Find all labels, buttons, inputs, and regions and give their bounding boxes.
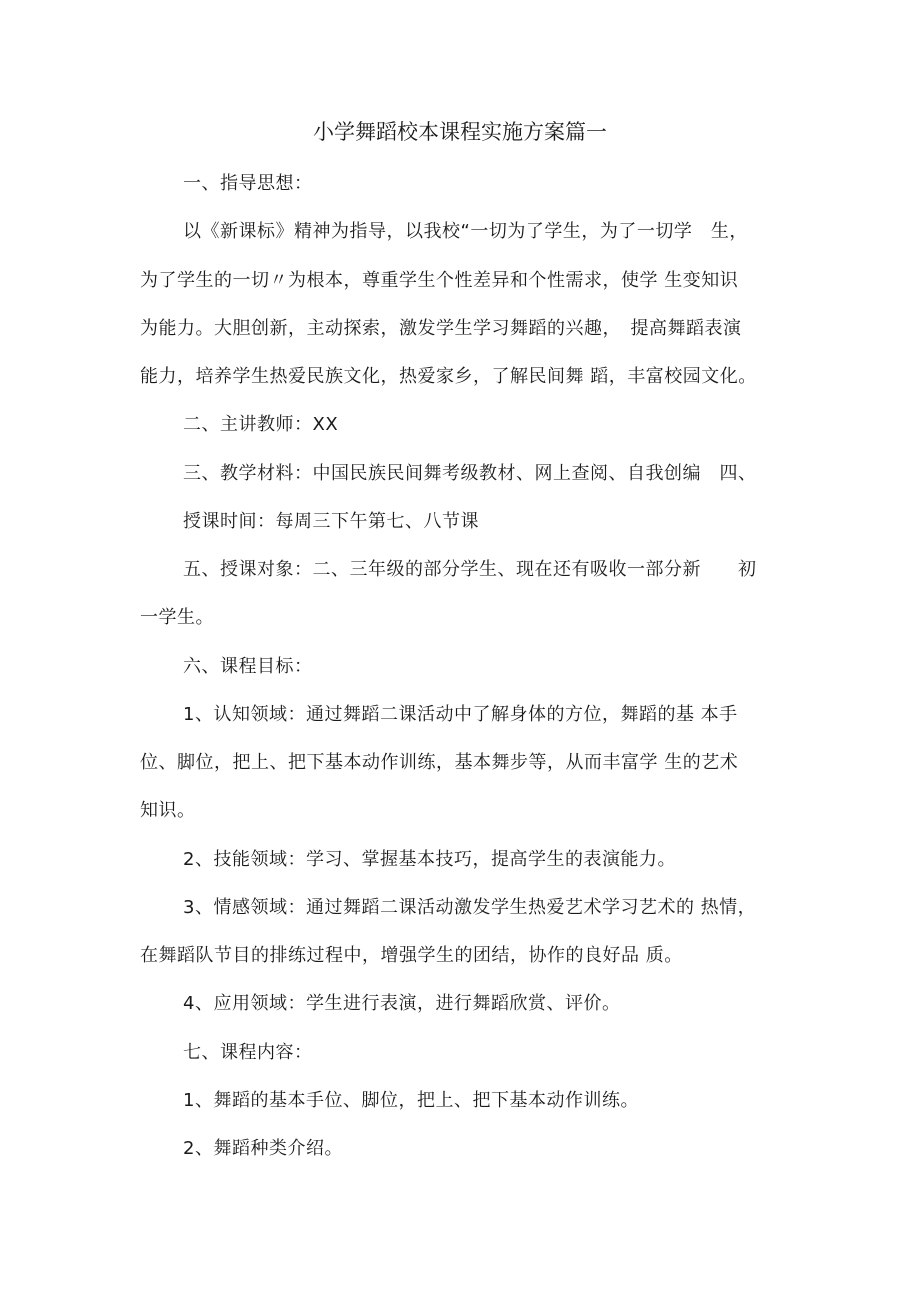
list-item-content-1: 1、舞蹈的基本手位、脚位，把上、把下基本动作训练。 — [183, 1090, 639, 1111]
paragraph-line: 一学生。 — [140, 607, 214, 628]
document-title: 小学舞蹈校本课程实施方案篇一 — [313, 120, 607, 144]
paragraph-line: 知识。 — [140, 800, 196, 821]
paragraph-line: 为能力。大胆创新，主动探索，激发学生学习舞蹈的兴趣， 提高舞蹈表演 — [140, 318, 742, 339]
section-heading-guiding-thought: 一、指导思想： — [183, 173, 313, 194]
list-item-application: 4、应用领域：学生进行表演，进行舞蹈欣赏、评价。 — [183, 993, 621, 1014]
list-item-skills: 2、技能领域：学习、掌握基本技巧，提高学生的表演能力。 — [183, 849, 676, 870]
paragraph-line: 以《新课标》精神为指导，以我校“一切为了学生，为了一切学 生， — [183, 221, 748, 242]
section-heading-content: 七、课程内容： — [183, 1042, 313, 1063]
section-heading-audience: 五、授课对象：二、三年级的部分学生、现在还有吸收一部分新 初 — [183, 559, 757, 580]
paragraph-line: 授课时间：每周三下午第七、八节课 — [183, 511, 479, 532]
section-heading-materials: 三、教学材料：中国民族民间舞考级教材、网上查阅、自我创编 四、 — [183, 463, 757, 484]
list-item-content-2: 2、舞蹈种类介绍。 — [183, 1138, 343, 1159]
paragraph-line: 位、脚位，把上、把下基本动作训练，基本舞步等，从而丰富学 生的艺术 — [140, 752, 739, 773]
paragraph-line: 在舞蹈队节目的排练过程中，增强学生的团结，协作的良好品 质。 — [140, 945, 683, 966]
paragraph-line: 能力，培养学生热爱民族文化，热爱家乡，了解民间舞 蹈，丰富校园文化。 — [140, 366, 757, 387]
list-item-affective: 3、情感领域：通过舞蹈二课活动激发学生热爱艺术学习艺术的 热情， — [183, 897, 757, 918]
paragraph-line: 为了学生的一切〃为根本，尊重学生个性差异和个性需求，使学 生变知识 — [140, 270, 739, 291]
section-heading-teacher: 二、主讲教师：XX — [183, 414, 339, 435]
section-heading-goals: 六、课程目标： — [183, 656, 313, 677]
list-item-cognitive: 1、认知领域：通过舞蹈二课活动中了解身体的方位，舞蹈的基 本手 — [183, 704, 738, 725]
